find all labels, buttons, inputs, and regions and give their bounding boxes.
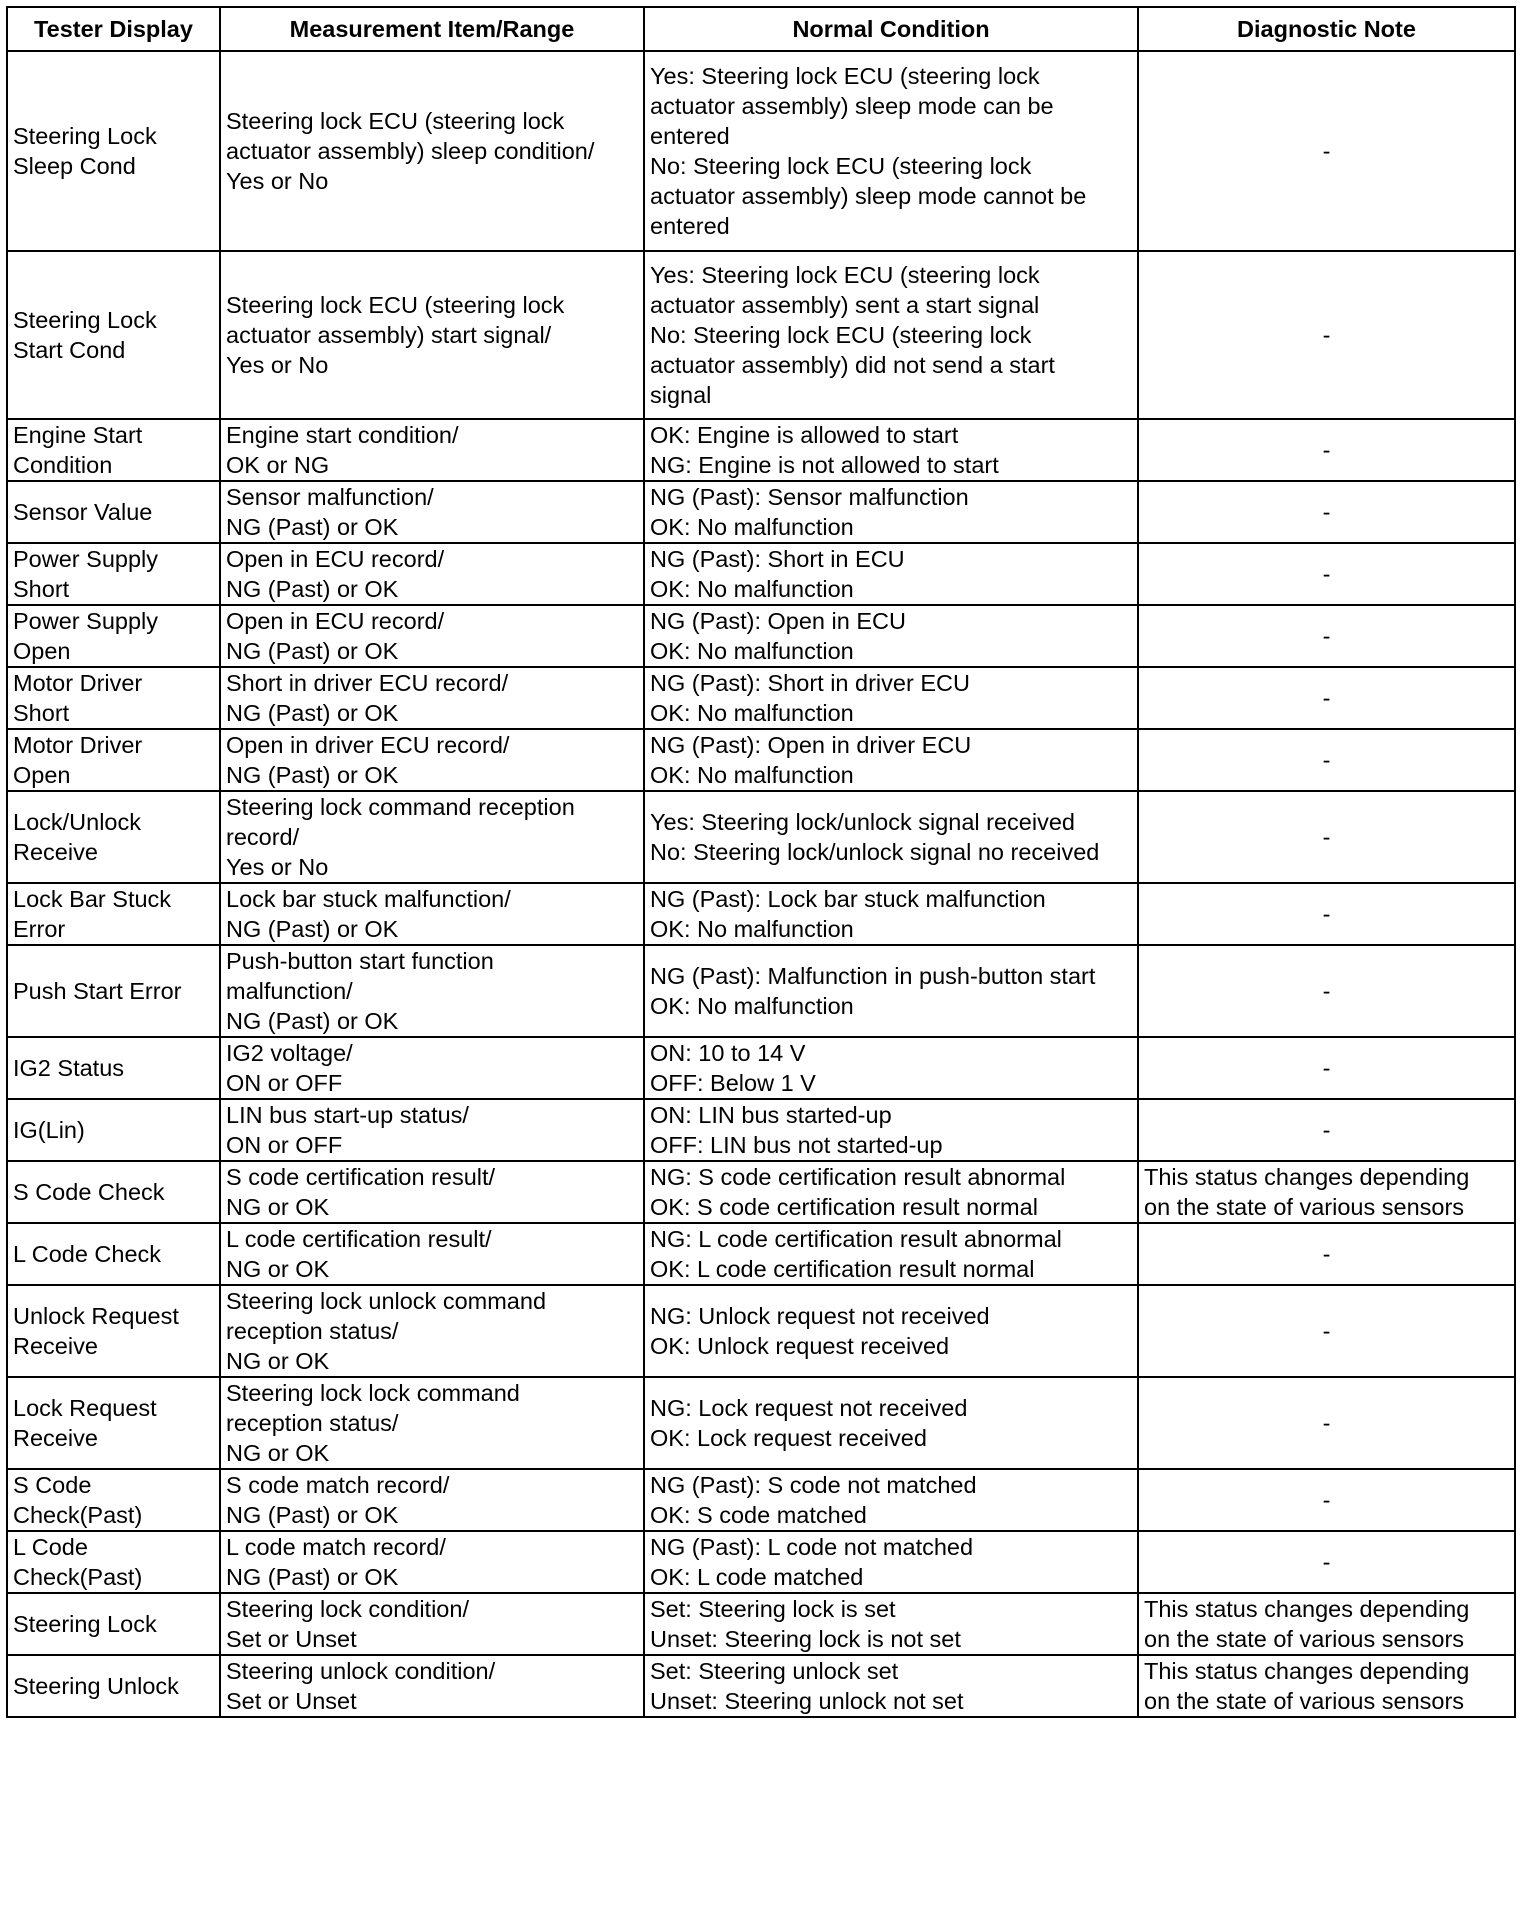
tester-display-cell [7, 419, 220, 481]
tester-display-cell [7, 605, 220, 667]
cell-text-line: S Code Check [13, 1179, 165, 1205]
diagnostic-note-cell [1138, 1377, 1515, 1469]
table-row [7, 251, 1515, 419]
tester-display-cell [7, 1037, 220, 1099]
cell-text-line: Unset: Steering lock is not set [650, 1626, 961, 1652]
table-row [7, 1037, 1515, 1099]
cell-text-line: Yes or No [226, 854, 329, 880]
cell-text-line: NG (Past): L code not matched [650, 1534, 974, 1560]
measurement-item-cell [220, 1593, 644, 1655]
diagnostic-note-cell [1138, 1285, 1515, 1377]
cell-text-line: Steering Lock [13, 307, 157, 333]
cell-text-line: OK: S code certification result normal [650, 1194, 1038, 1220]
normal-condition-cell [644, 729, 1138, 791]
normal-condition-cell [644, 419, 1138, 481]
cell-text-line: NG: S code certification result abnormal [650, 1164, 1066, 1190]
cell-text-line: NG (Past): Open in driver ECU [650, 732, 972, 758]
cell-text-line: Steering lock lock command [226, 1380, 520, 1406]
cell-text-line: No: Steering lock ECU (steering lock [650, 153, 1032, 179]
cell-text-line: on the state of various sensors [1144, 1194, 1465, 1220]
cell-text-line: Condition [13, 452, 113, 478]
cell-text-line: NG (Past): Malfunction in push-button start [650, 963, 1096, 989]
table-row [7, 667, 1515, 729]
cell-text-line: on the state of various sensors [1144, 1688, 1465, 1714]
measurement-item-cell [220, 1223, 644, 1285]
cell-text-line: OK: Unlock request received [650, 1333, 950, 1359]
cell-text-line: IG(Lin) [13, 1117, 85, 1143]
normal-condition-cell [644, 1377, 1138, 1469]
cell-text-line: OK: No malfunction [650, 638, 854, 664]
cell-text-line: Receive [13, 1333, 98, 1359]
cell-text-line: actuator assembly) sleep condition/ [226, 138, 595, 164]
tester-display-cell [7, 1377, 220, 1469]
cell-text-line: ON: LIN bus started-up [650, 1102, 892, 1128]
normal-condition-cell [644, 1037, 1138, 1099]
tester-display-cell [7, 1655, 220, 1717]
cell-text-line: OK: L code matched [650, 1564, 864, 1590]
cell-text-line: Power Supply [13, 608, 158, 634]
tester-display-cell [7, 729, 220, 791]
cell-text-line: Steering lock condition/ [226, 1596, 469, 1622]
cell-text-line: L code match record/ [226, 1534, 446, 1560]
cell-text-line: NG: L code certification result abnormal [650, 1226, 1062, 1252]
diagnostic-note-cell [1138, 419, 1515, 481]
cell-text-line: Yes: Steering lock ECU (steering lock [650, 262, 1040, 288]
cell-text-line: OK: L code certification result normal [650, 1256, 1035, 1282]
tester-display-cell [7, 1223, 220, 1285]
diagnostic-note-cell [1138, 1161, 1515, 1223]
measurement-item-cell [220, 1377, 644, 1469]
cell-text-line: - [1322, 747, 1331, 773]
cell-text-line: Short in driver ECU record/ [226, 670, 509, 696]
header-diagnostic-note: Diagnostic Note [1138, 7, 1515, 51]
tester-display-cell [7, 667, 220, 729]
cell-text-line: Check(Past) [13, 1502, 143, 1528]
cell-text-line: reception status/ [226, 1318, 399, 1344]
cell-text-line: actuator assembly) did not send a start [650, 352, 1055, 378]
cell-text-line: OFF: Below 1 V [650, 1070, 816, 1096]
cell-text-line: NG or OK [226, 1194, 330, 1220]
normal-condition-cell [644, 543, 1138, 605]
normal-condition-cell [644, 1099, 1138, 1161]
table-row [7, 1161, 1515, 1223]
cell-text-line: NG or OK [226, 1348, 330, 1374]
measurement-item-cell [220, 1037, 644, 1099]
cell-text-line: OK: No malfunction [650, 576, 854, 602]
header-tester-display: Tester Display [7, 7, 220, 51]
cell-text-line: Power Supply [13, 546, 158, 572]
table-row [7, 1099, 1515, 1161]
measurement-item-cell [220, 51, 644, 251]
diagnostic-note-cell [1138, 481, 1515, 543]
cell-text-line: S Code [13, 1472, 92, 1498]
cell-text-line: Push Start Error [13, 978, 182, 1004]
tester-display-cell [7, 1285, 220, 1377]
cell-text-line: OK: No malfunction [650, 993, 854, 1019]
cell-text-line: Error [13, 916, 66, 942]
measurement-item-cell [220, 1655, 644, 1717]
cell-text-line: IG2 Status [13, 1055, 125, 1081]
cell-text-line: - [1322, 1318, 1331, 1344]
cell-text-line: malfunction/ [226, 978, 353, 1004]
cell-text-line: OK or NG [226, 452, 330, 478]
table-row [7, 51, 1515, 251]
cell-text-line: Yes: Steering lock/unlock signal received [650, 809, 1075, 835]
normal-condition-cell [644, 605, 1138, 667]
cell-text-line: - [1322, 561, 1331, 587]
normal-condition-cell [644, 883, 1138, 945]
cell-text-line: Lock Request [13, 1395, 157, 1421]
diagnostic-note-cell [1138, 1469, 1515, 1531]
cell-text-line: Set: Steering lock is set [650, 1596, 896, 1622]
table-row [7, 1469, 1515, 1531]
table-row [7, 605, 1515, 667]
cell-text-line: Motor Driver [13, 670, 143, 696]
cell-text-line: Open [13, 762, 71, 788]
tester-display-cell [7, 883, 220, 945]
cell-text-line: NG (Past) or OK [226, 700, 399, 726]
tester-display-cell [7, 1469, 220, 1531]
cell-text-line: actuator assembly) sent a start signal [650, 292, 1040, 318]
table-row [7, 945, 1515, 1037]
cell-text-line: on the state of various sensors [1144, 1626, 1465, 1652]
measurement-item-cell [220, 1099, 644, 1161]
cell-text-line: - [1322, 1487, 1331, 1513]
tester-display-cell [7, 791, 220, 883]
normal-condition-cell [644, 1531, 1138, 1593]
cell-text-line: Open in ECU record/ [226, 546, 445, 572]
measurement-item-cell [220, 543, 644, 605]
cell-text-line: NG (Past) or OK [226, 916, 399, 942]
normal-condition-cell [644, 667, 1138, 729]
cell-text-line: - [1322, 1241, 1331, 1267]
cell-text-line: entered [650, 213, 730, 239]
cell-text-line: Sleep Cond [13, 153, 136, 179]
cell-text-line: Steering Lock [13, 1611, 157, 1637]
cell-text-line: Short [13, 700, 70, 726]
normal-condition-cell [644, 51, 1138, 251]
tester-display-cell [7, 481, 220, 543]
cell-text-line: Engine Start [13, 422, 143, 448]
diagnostic-note-cell [1138, 51, 1515, 251]
cell-text-line: NG (Past) or OK [226, 1564, 399, 1590]
cell-text-line: NG (Past): Open in ECU [650, 608, 906, 634]
diagnostic-note-cell [1138, 667, 1515, 729]
tester-display-cell [7, 1161, 220, 1223]
cell-text-line: NG or OK [226, 1440, 330, 1466]
cell-text-line: Lock/Unlock [13, 809, 141, 835]
header-row [7, 7, 1515, 51]
cell-text-line: Sensor malfunction/ [226, 484, 434, 510]
diagnostic-note-cell [1138, 543, 1515, 605]
header-measurement-item: Measurement Item/Range [220, 7, 644, 51]
diagnostic-note-cell [1138, 791, 1515, 883]
cell-text-line: NG (Past) or OK [226, 1502, 399, 1528]
tester-display-cell [7, 251, 220, 419]
cell-text-line: Motor Driver [13, 732, 143, 758]
diagnostic-note-cell [1138, 945, 1515, 1037]
normal-condition-cell [644, 1223, 1138, 1285]
cell-text-line: - [1322, 824, 1331, 850]
table-row [7, 729, 1515, 791]
cell-text-line: IG2 voltage/ [226, 1040, 353, 1066]
measurement-item-cell [220, 883, 644, 945]
normal-condition-cell [644, 1655, 1138, 1717]
cell-text-line: NG: Unlock request not received [650, 1303, 990, 1329]
measurement-item-cell [220, 729, 644, 791]
table-row [7, 1285, 1515, 1377]
cell-text-line: NG (Past): Short in driver ECU [650, 670, 970, 696]
cell-text-line: OK: No malfunction [650, 762, 854, 788]
cell-text-line: - [1322, 623, 1331, 649]
cell-text-line: ON or OFF [226, 1132, 343, 1158]
cell-text-line: entered [650, 123, 730, 149]
cell-text-line: OK: No malfunction [650, 916, 854, 942]
cell-text-line: signal [650, 382, 712, 408]
cell-text-line: Steering lock ECU (steering lock [226, 292, 565, 318]
cell-text-line: Yes: Steering lock ECU (steering lock [650, 63, 1040, 89]
diagnostic-note-cell [1138, 1655, 1515, 1717]
measurement-item-cell [220, 1161, 644, 1223]
cell-text-line: Steering lock command reception [226, 794, 575, 820]
tester-display-cell [7, 51, 220, 251]
table-header [7, 7, 1515, 51]
diagnostic-note-cell [1138, 1223, 1515, 1285]
diagnostic-note-cell [1138, 1099, 1515, 1161]
cell-text-line: This status changes depending [1144, 1658, 1470, 1684]
diagnostic-note-cell [1138, 883, 1515, 945]
normal-condition-cell [644, 791, 1138, 883]
measurement-item-cell [220, 481, 644, 543]
cell-text-line: Set or Unset [226, 1688, 357, 1714]
cell-text-line: record/ [226, 824, 300, 850]
cell-text-line: Short [13, 576, 70, 602]
table-row [7, 1531, 1515, 1593]
table-row [7, 481, 1515, 543]
cell-text-line: Receive [13, 839, 98, 865]
cell-text-line: LIN bus start-up status/ [226, 1102, 469, 1128]
cell-text-line: NG (Past): Sensor malfunction [650, 484, 969, 510]
normal-condition-cell [644, 1593, 1138, 1655]
normal-condition-cell [644, 251, 1138, 419]
diagnostic-note-cell [1138, 1531, 1515, 1593]
cell-text-line: OK: Lock request received [650, 1425, 927, 1451]
cell-text-line: - [1322, 1117, 1331, 1143]
cell-text-line: - [1322, 1549, 1331, 1575]
header-normal-condition: Normal Condition [644, 7, 1138, 51]
cell-text-line: NG (Past) or OK [226, 514, 399, 540]
measurement-item-cell [220, 1285, 644, 1377]
table-row [7, 1655, 1515, 1717]
cell-text-line: Check(Past) [13, 1564, 143, 1590]
cell-text-line: Steering lock unlock command [226, 1288, 547, 1314]
tester-display-cell [7, 1099, 220, 1161]
cell-text-line: - [1322, 138, 1331, 164]
cell-text-line: Steering lock ECU (steering lock [226, 108, 565, 134]
cell-text-line: Open in ECU record/ [226, 608, 445, 634]
cell-text-line: S code certification result/ [226, 1164, 496, 1190]
cell-text-line: actuator assembly) sleep mode can be [650, 93, 1054, 119]
cell-text-line: OK: S code matched [650, 1502, 867, 1528]
cell-text-line: actuator assembly) start signal/ [226, 322, 552, 348]
cell-text-line: L Code [13, 1534, 88, 1560]
table-row [7, 1223, 1515, 1285]
cell-text-line: Yes or No [226, 352, 329, 378]
cell-text-line: NG (Past): Short in ECU [650, 546, 905, 572]
cell-text-line: OK: No malfunction [650, 514, 854, 540]
normal-condition-cell [644, 1285, 1138, 1377]
table-row [7, 543, 1515, 605]
cell-text-line: NG or OK [226, 1256, 330, 1282]
table-row [7, 1593, 1515, 1655]
cell-text-line: Open [13, 638, 71, 664]
cell-text-line: Engine start condition/ [226, 422, 459, 448]
cell-text-line: No: Steering lock ECU (steering lock [650, 322, 1032, 348]
table-row [7, 1377, 1515, 1469]
cell-text-line: Steering unlock condition/ [226, 1658, 496, 1684]
cell-text-line: L code certification result/ [226, 1226, 492, 1252]
cell-text-line: ON or OFF [226, 1070, 343, 1096]
cell-text-line: L Code Check [13, 1241, 162, 1267]
measurement-item-cell [220, 1469, 644, 1531]
data-list-table [6, 6, 1516, 1718]
cell-text-line: OK: No malfunction [650, 700, 854, 726]
cell-text-line: NG (Past): S code not matched [650, 1472, 977, 1498]
cell-text-line: Steering Unlock [13, 1673, 179, 1699]
diagnostic-note-cell [1138, 251, 1515, 419]
normal-condition-cell [644, 1469, 1138, 1531]
diagnostic-note-cell [1138, 729, 1515, 791]
cell-text-line: - [1322, 1410, 1331, 1436]
cell-text-line: - [1322, 499, 1331, 525]
cell-text-line: NG (Past) or OK [226, 638, 399, 664]
table-row [7, 419, 1515, 481]
cell-text-line: Start Cond [13, 337, 126, 363]
table-row [7, 883, 1515, 945]
cell-text-line: Open in driver ECU record/ [226, 732, 510, 758]
measurement-item-cell [220, 791, 644, 883]
cell-text-line: - [1322, 685, 1331, 711]
cell-text-line: actuator assembly) sleep mode cannot be [650, 183, 1087, 209]
cell-text-line: ON: 10 to 14 V [650, 1040, 806, 1066]
cell-text-line: Sensor Value [13, 499, 153, 525]
cell-text-line: - [1322, 901, 1331, 927]
cell-text-line: S code match record/ [226, 1472, 450, 1498]
diagnostic-note-cell [1138, 1037, 1515, 1099]
cell-text-line: Push-button start function [226, 948, 494, 974]
cell-text-line: reception status/ [226, 1410, 399, 1436]
cell-text-line: - [1322, 437, 1331, 463]
cell-text-line: Lock bar stuck malfunction/ [226, 886, 511, 912]
cell-text-line: - [1322, 978, 1331, 1004]
measurement-item-cell [220, 945, 644, 1037]
cell-text-line: Yes or No [226, 168, 329, 194]
measurement-item-cell [220, 419, 644, 481]
table-row [7, 791, 1515, 883]
normal-condition-cell [644, 945, 1138, 1037]
cell-text-line: NG (Past) or OK [226, 762, 399, 788]
cell-text-line: Lock Bar Stuck [13, 886, 172, 912]
cell-text-line: This status changes depending [1144, 1596, 1470, 1622]
cell-text-line: - [1322, 1055, 1331, 1081]
cell-text-line: Unlock Request [13, 1303, 179, 1329]
cell-text-line: Receive [13, 1425, 98, 1451]
cell-text-line: NG (Past): Lock bar stuck malfunction [650, 886, 1046, 912]
cell-text-line: This status changes depending [1144, 1164, 1470, 1190]
cell-text-line: NG (Past) or OK [226, 1008, 399, 1034]
cell-text-line: - [1322, 322, 1331, 348]
cell-text-line: NG (Past) or OK [226, 576, 399, 602]
tester-display-cell [7, 945, 220, 1037]
cell-text-line: NG: Lock request not received [650, 1395, 968, 1421]
tester-display-cell [7, 1593, 220, 1655]
cell-text-line: OK: Engine is allowed to start [650, 422, 959, 448]
tester-display-cell [7, 543, 220, 605]
cell-text-line: Steering Lock [13, 123, 157, 149]
measurement-item-cell [220, 667, 644, 729]
tester-display-cell [7, 1531, 220, 1593]
document-page [6, 6, 1514, 1900]
diagnostic-note-cell [1138, 605, 1515, 667]
cell-text-line: OFF: LIN bus not started-up [650, 1132, 943, 1158]
cell-text-line: Unset: Steering unlock not set [650, 1688, 964, 1714]
cell-text-line: No: Steering lock/unlock signal no received [650, 839, 1100, 865]
measurement-item-cell [220, 1531, 644, 1593]
normal-condition-cell [644, 481, 1138, 543]
measurement-item-cell [220, 605, 644, 667]
table-body [7, 51, 1515, 1717]
normal-condition-cell [644, 1161, 1138, 1223]
cell-text-line: Set or Unset [226, 1626, 357, 1652]
cell-text-line: NG: Engine is not allowed to start [650, 452, 999, 478]
cell-text-line: Set: Steering unlock set [650, 1658, 899, 1684]
measurement-item-cell [220, 251, 644, 419]
diagnostic-note-cell [1138, 1593, 1515, 1655]
